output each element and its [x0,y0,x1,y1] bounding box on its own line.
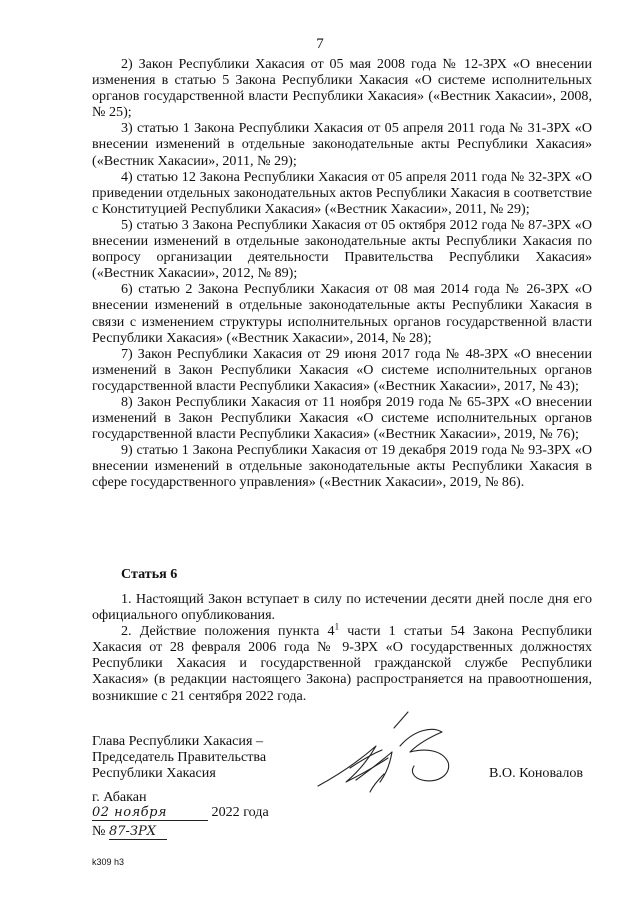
signer-title [92,733,266,781]
date-suffix: 2022 года [211,804,269,820]
amendment-list [92,56,592,491]
footer-code: k309 h3 [92,857,125,867]
signer-title-line: Председатель Правительства [92,749,267,766]
article-heading: Статья 6 [121,566,178,582]
article-body [92,591,592,704]
list-item: 9) статью 1 Закона Республики Хакасия от 19 декабря 2019 года № 93-ЗРХ «О внесении изменений в отдельные законодательные акты Республики Хакасия в сфере государственного управления» («Вестник Хакасии», 2019, № 86). [92,442,592,491]
list-item: 2) Закон Республики Хакасия от 05 мая 2008 года № 12-ЗРХ «О внесении изменения в статью 5 Закона Республики Хакасия «О системе исполнительных органов государственной власти Республики Хакасия» («Вестник Хакасии», 2008, № 25); [92,56,592,121]
signer-title-line: Республики Хакасия [92,765,216,782]
list-item: 5) статью 3 Закона Республики Хакасия от 05 октября 2012 года № 87-ЗРХ «О внесении изменений в отдельные законодательные акты Республики Хакасия по вопросу организации деятельности Правительства Республики Хакасия» («Вестник Хакасии», 2012, № 89); [92,216,592,282]
list-item: 6) статью 2 Закона Республики Хакасия от 08 мая 2014 года № 26-ЗРХ «О внесении изменений в отдельные законодательные акты Республики Хакасия в связи с изменением структуры исполнительных органов государственной власти Республики Хакасия» («Вестник Хакасии», 2014, № 28); [92,281,592,346]
page-number: 7 [316,36,324,52]
handwritten-date: 02 ноября [92,805,208,821]
paragraph-2-end: части 1 статьи 54 Закона Республики Хакасия от 28 февраля 2006 года № 9-ЗРХ «О государственных должностях Республики Хакасия и государственной гражданской службе Республики Хакасия» (в редакции настоящего Закона) распространяется на правоотношения, возникшие с 21 сентября 2022 года. [92,623,592,704]
list-item: 7) Закон Республики Хакасия от 29 июня 2017 года № 48-ЗРХ «О внесении изменений в Закон Республики Хакасия «О системе исполнительных органов государственной власти Республики Хакасия» («Вестник Хакасии», 2017, № 43); [92,345,592,394]
signer-name: В.О. Коновалов [489,765,584,781]
signing-date [92,804,269,821]
place-of-signing: г. Абакан [92,789,147,805]
handwritten-signature [310,708,470,798]
law-number [92,823,167,840]
signer-title-line: Глава Республики Хакасия – [92,733,264,749]
list-item: 3) статью 1 Закона Республики Хакасия от 05 апреля 2011 года № 31-ЗРХ «О внесении изменений в отдельные законодательные акты Республики Хакасия» («Вестник Хакасии», 2011, № 29); [92,120,592,169]
list-item: 8) Закон Республики Хакасия от 11 ноября 2019 года № 65-ЗРХ «О внесении изменений в Закон Республики Хакасия «О системе исполнительных органов государственной власти Республики Хакасия» («Вестник Хакасии», 2019, № 76); [92,393,592,443]
list-item: 4) статью 12 Закона Республики Хакасия от 05 апреля 2011 года № 32-ЗРХ «О приведении отдельных законодательных актов Республики Хакасия в соответствие с Конституцией Республики Хакасия» («Вестник Хакасии», 2011, № 29); [92,168,592,217]
handwritten-law-number: 87-ЗРХ [109,824,167,840]
article-paragraph-1: 1. Настоящий Закон вступает в силу по истечении десяти дней после дня его официального опубликования. [92,591,592,624]
superscript: 1 [334,621,340,632]
paragraph-2-start: 2. Действие положения пункта 4 [121,623,335,640]
article-paragraph-2 [92,623,592,703]
number-sign: № [92,823,106,839]
